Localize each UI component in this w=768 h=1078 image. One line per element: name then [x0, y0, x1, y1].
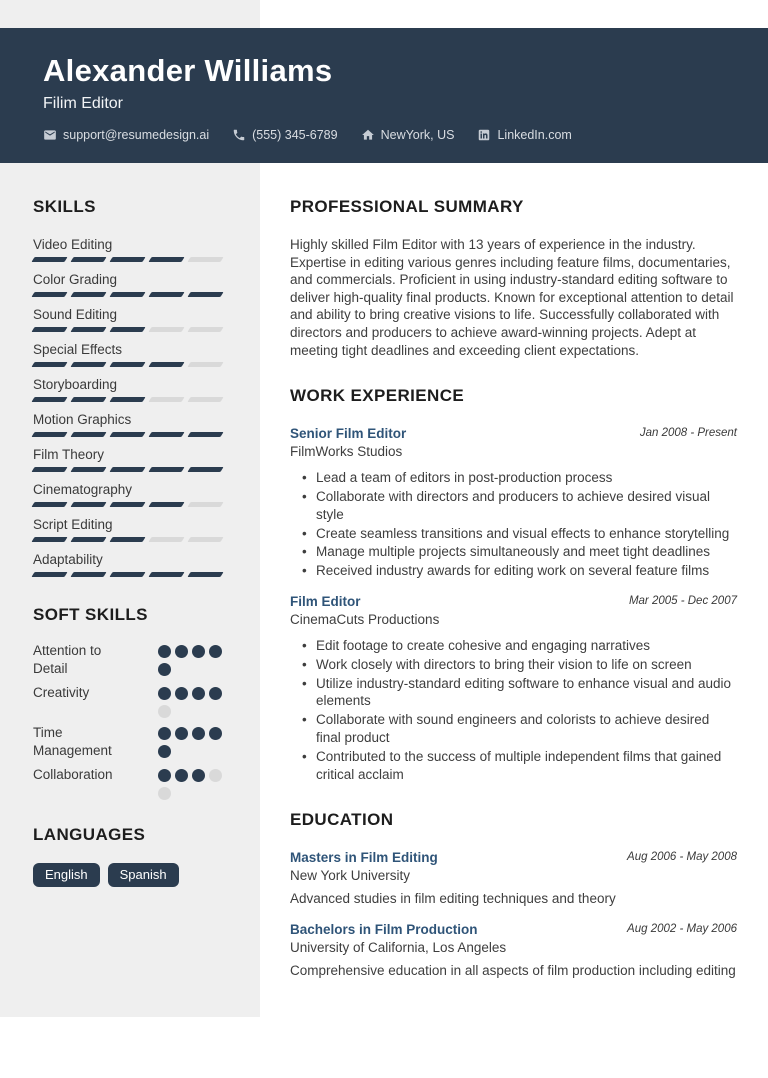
skill-segment-filled: [70, 502, 106, 507]
bullet-item: • Contributed to the success of multiple independent films that gained critical acclaim: [316, 748, 737, 784]
rating-dot-filled: [175, 687, 188, 700]
contact-item: [43, 128, 209, 142]
education-entry: [290, 849, 737, 908]
contact-row: [43, 128, 725, 142]
skill-segment-filled: [31, 257, 67, 262]
main-content: [290, 197, 737, 1007]
skill-label: Adaptability: [33, 552, 103, 567]
skill-segment-filled: [70, 432, 106, 437]
skill-item: [33, 341, 225, 367]
skill-segment-filled: [31, 397, 67, 402]
skill-level-bar: [33, 537, 225, 542]
bullet-item: • Create seamless transitions and visual effects to enhance storytelling: [316, 525, 737, 543]
job-bullets: [290, 637, 737, 783]
skill-label: Script Editing: [33, 517, 113, 532]
soft-skill-label: Time Management: [33, 725, 112, 758]
skill-segment-filled: [31, 537, 67, 542]
rating-dot-filled: [158, 645, 171, 658]
job-dates: Mar 2005 - Dec 2007: [628, 594, 737, 607]
education-heading: EDUCATION: [290, 810, 394, 830]
skill-segment-filled: [109, 502, 145, 507]
contact-item: [232, 128, 337, 142]
skill-segment-filled: [70, 397, 106, 402]
rating-dot-empty: [158, 787, 171, 800]
job-company: CinemaCuts Productions: [290, 611, 440, 627]
skill-segment-empty: [187, 502, 223, 507]
skill-label: Film Theory: [33, 447, 105, 462]
skill-segment-filled: [148, 292, 184, 297]
job-company: FilmWorks Studios: [290, 444, 403, 460]
skill-level-bar: [33, 397, 225, 402]
linkedin-icon: [477, 128, 491, 142]
skill-segment-filled: [70, 467, 106, 472]
experience-heading: WORK EXPERIENCE: [290, 386, 465, 406]
skill-segment-empty: [187, 537, 223, 542]
language-pill: English: [33, 863, 100, 887]
skill-level-bar: [33, 502, 225, 507]
skill-segment-empty: [148, 327, 184, 332]
person-job-title: Filim Editor: [43, 95, 124, 113]
skill-segment-filled: [187, 292, 223, 297]
contact-text: support@resumedesign.ai: [63, 128, 210, 143]
skill-label: Special Effects: [33, 342, 123, 357]
soft-skill-label: Attention to Detail: [33, 643, 102, 676]
skill-level-bar: [33, 257, 225, 262]
skill-item: [33, 516, 225, 542]
skill-segment-filled: [70, 327, 106, 332]
contact-text: LinkedIn.com: [497, 128, 572, 143]
home-icon: [361, 128, 375, 142]
languages-list: [33, 863, 225, 887]
skill-segment-empty: [148, 397, 184, 402]
skill-segment-filled: [148, 502, 184, 507]
skill-item: [33, 271, 225, 297]
header: [0, 28, 768, 163]
rating-dot-empty: [209, 769, 222, 782]
skill-segment-filled: [109, 362, 145, 367]
soft-skill-dots: [158, 766, 224, 800]
rating-dot-filled: [192, 727, 205, 740]
skill-item: [33, 376, 225, 402]
skill-segment-filled: [31, 572, 67, 577]
skill-segment-filled: [31, 432, 67, 437]
skill-segment-empty: [187, 257, 223, 262]
skill-label: Sound Editing: [33, 307, 118, 322]
skill-segment-filled: [31, 292, 67, 297]
job-title: Film Editor: [290, 593, 361, 609]
skill-level-bar: [33, 467, 225, 472]
education-description: Comprehensive education in all aspects of film production including editing: [290, 962, 736, 978]
education-degree: Masters in Film Editing: [290, 850, 438, 866]
experience-section: [290, 386, 737, 783]
skill-level-bar: [33, 572, 225, 577]
jobs-list: [290, 425, 737, 783]
languages-heading: LANGUAGES: [33, 825, 146, 844]
skill-segment-filled: [148, 257, 184, 262]
language-pill: Spanish: [108, 863, 179, 887]
education-dates: Aug 2002 - May 2006: [627, 922, 737, 935]
rating-dot-filled: [158, 769, 171, 782]
skill-level-bar: [33, 327, 225, 332]
bullet-item: • Lead a team of editors in post-production process: [316, 469, 737, 487]
education-entry: [290, 921, 737, 980]
soft-skill-item: [33, 642, 225, 678]
job-title: Senior Film Editor: [290, 426, 407, 442]
soft-skill-item: [33, 684, 225, 718]
skill-segment-filled: [70, 537, 106, 542]
skill-segment-filled: [31, 362, 67, 367]
skill-segment-filled: [70, 292, 106, 297]
education-school: University of California, Los Angeles: [290, 939, 507, 955]
skills-heading: SKILLS: [33, 197, 96, 216]
person-name: Alexander Williams: [43, 53, 333, 88]
bullet-item: • Utilize industry-standard editing software to enhance visual and audio elements: [316, 675, 737, 711]
rating-dot-filled: [209, 687, 222, 700]
rating-dot-filled: [209, 645, 222, 658]
skill-label: Video Editing: [33, 237, 113, 252]
skills-list: [33, 236, 225, 577]
skill-segment-filled: [70, 257, 106, 262]
soft-skill-label: Collaboration: [33, 767, 113, 782]
contact-text: NewYork, US: [380, 128, 455, 143]
bullet-item: • Manage multiple projects simultaneously and meet tight deadlines: [316, 543, 737, 561]
rating-dot-filled: [175, 727, 188, 740]
rating-dot-filled: [209, 727, 222, 740]
summary-section: [290, 197, 737, 359]
skill-level-bar: [33, 432, 225, 437]
rating-dot-empty: [158, 705, 171, 718]
bullet-item: • Edit footage to create cohesive and engaging narratives: [316, 637, 737, 655]
sidebar: [33, 197, 225, 887]
skill-segment-filled: [109, 397, 145, 402]
skill-segment-filled: [187, 572, 223, 577]
contact-item: [477, 128, 571, 142]
job-entry: [290, 425, 737, 580]
summary-text: Highly skilled Film Editor with 13 years of experience in the industry. Expertise in editing various genres including feature films, documentaries, and commercials. Proficient in using industry-standard editing software to deliver high-quality final products. Known for exceptional attention to detail and ability to bring creative visions to life. Successfully collaborated with directors and producers to achieve award-winning projects. Adept at meeting tight deadlines and exceeding client expectations.: [290, 237, 734, 358]
skill-segment-empty: [187, 362, 223, 367]
skill-segment-filled: [31, 502, 67, 507]
skill-label: Motion Graphics: [33, 412, 132, 427]
bullet-item: • Received industry awards for editing work on several feature films: [316, 562, 737, 580]
soft-skills-list: [33, 642, 225, 800]
skill-segment-filled: [109, 537, 145, 542]
skill-segment-empty: [187, 327, 223, 332]
education-degree: Bachelors in Film Production: [290, 921, 478, 937]
rating-dot-filled: [175, 645, 188, 658]
skill-segment-filled: [31, 327, 67, 332]
soft-skills-heading: SOFT SKILLS: [33, 605, 148, 624]
rating-dot-filled: [158, 687, 171, 700]
rating-dot-filled: [192, 645, 205, 658]
soft-skill-dots: [158, 724, 224, 760]
skill-segment-filled: [109, 467, 145, 472]
skill-item: [33, 411, 225, 437]
skill-item: [33, 481, 225, 507]
soft-skill-dots: [158, 642, 224, 678]
skill-segment-filled: [109, 257, 145, 262]
rating-dot-filled: [158, 663, 171, 676]
phone-icon: [232, 128, 246, 142]
email-icon: [43, 128, 57, 142]
skill-segment-empty: [187, 397, 223, 402]
education-dates: Aug 2006 - May 2008: [627, 851, 737, 864]
skill-segment-empty: [148, 537, 184, 542]
soft-skill-dots: [158, 684, 224, 718]
skill-label: Cinematography: [33, 482, 133, 497]
skill-segment-filled: [109, 432, 145, 437]
soft-skill-item: [33, 766, 225, 800]
education-school: New York University: [290, 868, 411, 884]
rating-dot-filled: [192, 769, 205, 782]
bullet-item: • Work closely with directors to bring their vision to life on screen: [316, 656, 737, 674]
skill-segment-filled: [148, 572, 184, 577]
soft-skill-item: [33, 724, 225, 760]
skill-label: Color Grading: [33, 272, 118, 287]
bullet-item: • Collaborate with directors and producers to achieve desired visual style: [316, 488, 737, 524]
skill-item: [33, 551, 225, 577]
education-section: [290, 810, 737, 979]
rating-dot-filled: [158, 727, 171, 740]
rating-dot-filled: [192, 687, 205, 700]
skill-segment-filled: [70, 572, 106, 577]
skill-segment-filled: [109, 327, 145, 332]
contact-item: [361, 128, 455, 142]
job-dates: Jan 2008 - Present: [639, 427, 737, 440]
skill-item: [33, 446, 225, 472]
skill-level-bar: [33, 292, 225, 297]
job-bullets: [290, 469, 737, 580]
skill-segment-filled: [187, 467, 223, 472]
job-entry: [290, 593, 737, 783]
skill-segment-filled: [70, 362, 106, 367]
bullet-item: • Collaborate with sound engineers and colorists to achieve desired final product: [316, 711, 737, 747]
skill-segment-filled: [31, 467, 67, 472]
education-description: Advanced studies in film editing techniques and theory: [290, 891, 616, 907]
education-list: [290, 849, 737, 979]
skill-segment-filled: [148, 362, 184, 367]
skill-label: Storyboarding: [33, 377, 118, 392]
summary-heading: PROFESSIONAL SUMMARY: [290, 197, 524, 216]
rating-dot-filled: [175, 769, 188, 782]
skill-segment-filled: [109, 572, 145, 577]
soft-skill-label: Creativity: [33, 685, 90, 700]
skill-item: [33, 236, 225, 262]
rating-dot-filled: [158, 745, 171, 758]
skill-segment-filled: [109, 292, 145, 297]
skill-level-bar: [33, 362, 225, 367]
contact-text: (555) 345-6789: [252, 128, 338, 143]
skill-segment-filled: [148, 432, 184, 437]
skill-segment-filled: [187, 432, 223, 437]
skill-item: [33, 306, 225, 332]
skill-segment-filled: [148, 467, 184, 472]
